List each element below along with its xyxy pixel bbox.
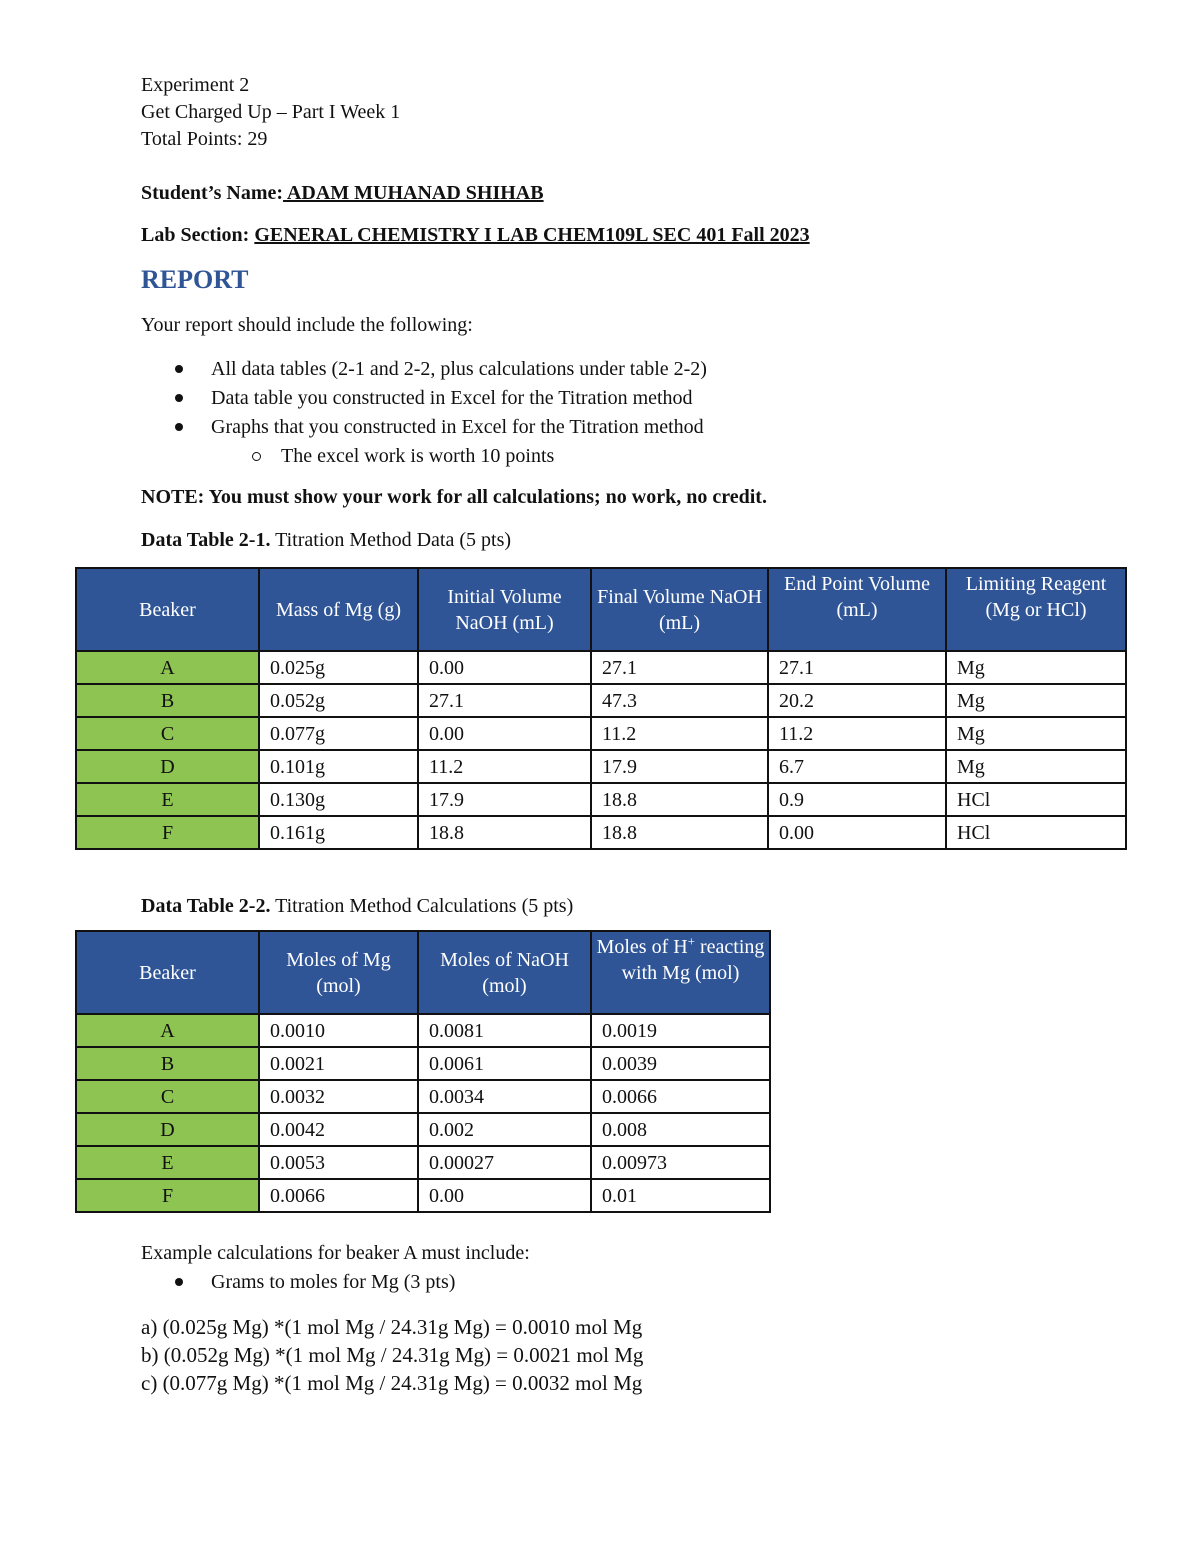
beaker-cell: C xyxy=(76,1080,259,1113)
table-cell: 0.0034 xyxy=(418,1080,591,1113)
table-cell: 0.0042 xyxy=(259,1113,418,1146)
table-cell: 0.161g xyxy=(259,816,418,849)
table-cell: 0.077g xyxy=(259,717,418,750)
sub-list-item xyxy=(141,442,1041,471)
list-item-text: Grams to moles for Mg (3 pts) xyxy=(211,1271,456,1293)
table-cell: 0.00 xyxy=(418,651,591,684)
col-header-initial-volume: Initial Volume NaOH (mL) xyxy=(418,568,591,651)
list-item xyxy=(141,384,1041,413)
beaker-cell: B xyxy=(76,1047,259,1080)
report-intro: Your report should include the following: xyxy=(141,314,473,336)
beaker-cell: C xyxy=(76,717,259,750)
table-cell: 0.0021 xyxy=(259,1047,418,1080)
table-cell: 0.0066 xyxy=(591,1080,770,1113)
beaker-cell: E xyxy=(76,1146,259,1179)
list-item-text: Data table you constructed in Excel for the Titration method xyxy=(211,387,693,409)
bullet-icon xyxy=(175,1278,183,1286)
table-cell: 47.3 xyxy=(591,684,768,717)
list-item-text: All data tables (2-1 and 2-2, plus calculations under table 2-2) xyxy=(211,358,707,380)
table-cell: Mg xyxy=(946,684,1126,717)
col-header-beaker: Beaker xyxy=(76,568,259,651)
table2-caption xyxy=(141,893,573,920)
table-row xyxy=(76,1179,770,1212)
table-cell: 0.0081 xyxy=(418,1014,591,1047)
table-row xyxy=(76,651,1126,684)
example-intro: Example calculations for beaker A must include: xyxy=(141,1242,530,1264)
table1-caption-text: Titration Method Data (5 pts) xyxy=(270,529,512,551)
table-cell: 20.2 xyxy=(768,684,946,717)
list-item xyxy=(141,355,1041,384)
lab-section-field xyxy=(141,222,810,249)
table-header-row xyxy=(76,568,1126,651)
table-cell: 0.00 xyxy=(418,717,591,750)
table-cell: 0.00973 xyxy=(591,1146,770,1179)
table-row xyxy=(76,1146,770,1179)
total-points: Total Points: 29 xyxy=(141,128,268,150)
beaker-cell: E xyxy=(76,783,259,816)
table-cell: 18.8 xyxy=(418,816,591,849)
table-cell: 0.0061 xyxy=(418,1047,591,1080)
experiment-title: Experiment 2 xyxy=(141,74,250,96)
titration-data-table xyxy=(75,567,1127,850)
col-header-final-volume: Final Volume NaOH (mL) xyxy=(591,568,768,651)
table-cell: 0.0010 xyxy=(259,1014,418,1047)
beaker-cell: F xyxy=(76,816,259,849)
table-cell: 11.2 xyxy=(418,750,591,783)
table2-caption-text: Titration Method Calculations (5 pts) xyxy=(270,895,574,917)
experiment-subtitle: Get Charged Up – Part I Week 1 xyxy=(141,101,401,123)
table-row xyxy=(76,1014,770,1047)
table-row xyxy=(76,783,1126,816)
bullet-icon xyxy=(175,394,183,402)
table-cell: 11.2 xyxy=(591,717,768,750)
table-header-row xyxy=(76,931,770,1014)
col-header-moles-h-plus xyxy=(591,931,770,1014)
beaker-cell: D xyxy=(76,1113,259,1146)
col-header-beaker: Beaker xyxy=(76,931,259,1014)
table-row xyxy=(76,1047,770,1080)
col-header-moles-naoh: Moles of NaOH (mol) xyxy=(418,931,591,1014)
titration-calculations-table xyxy=(75,930,771,1213)
table-cell: 0.008 xyxy=(591,1113,770,1146)
list-item-text: Graphs that you constructed in Excel for the Titration method xyxy=(211,416,704,438)
table1-caption xyxy=(141,527,511,554)
table-cell: 27.1 xyxy=(591,651,768,684)
student-name-field xyxy=(141,180,544,207)
table-cell: 0.0019 xyxy=(591,1014,770,1047)
bullet-icon xyxy=(175,365,183,373)
requirements-list xyxy=(141,355,1041,471)
list-item xyxy=(141,413,1041,442)
beaker-cell: B xyxy=(76,684,259,717)
col-header-mass-mg: Mass of Mg (g) xyxy=(259,568,418,651)
table-cell: Mg xyxy=(946,717,1126,750)
table-row xyxy=(76,717,1126,750)
lab-section-value: GENERAL CHEMISTRY I LAB CHEM109L SEC 401 Fall 2023 xyxy=(254,224,810,246)
header-superscript: + xyxy=(687,933,696,949)
beaker-cell: A xyxy=(76,1014,259,1047)
table-cell: 27.1 xyxy=(418,684,591,717)
table-row xyxy=(76,684,1126,717)
table-cell: HCl xyxy=(946,816,1126,849)
col-header-end-point-volume: End Point Volume (mL) xyxy=(768,568,946,651)
hollow-bullet-icon xyxy=(252,452,261,461)
work-note: NOTE: You must show your work for all calculations; no work, no credit. xyxy=(141,486,767,508)
table-row xyxy=(76,1113,770,1146)
table-cell: 27.1 xyxy=(768,651,946,684)
calc-line-b: b) (0.052g Mg) *(1 mol Mg / 24.31g Mg) = 0.0021 mol Mg xyxy=(141,1343,644,1367)
table-row xyxy=(76,750,1126,783)
table-cell: 0.00 xyxy=(768,816,946,849)
student-name-label: Student’s Name: xyxy=(141,182,284,204)
table-cell: 0.0032 xyxy=(259,1080,418,1113)
example-list xyxy=(141,1268,1041,1297)
student-name-value: ADAM MUHANAD SHIHAB xyxy=(283,182,544,204)
table-row xyxy=(76,816,1126,849)
table-cell: 0.00 xyxy=(418,1179,591,1212)
table-cell: Mg xyxy=(946,750,1126,783)
beaker-cell: A xyxy=(76,651,259,684)
table-cell: Mg xyxy=(946,651,1126,684)
report-heading: REPORT xyxy=(141,265,249,294)
col-header-moles-mg: Moles of Mg (mol) xyxy=(259,931,418,1014)
table-cell: 17.9 xyxy=(418,783,591,816)
table-cell: 0.101g xyxy=(259,750,418,783)
table-cell: 17.9 xyxy=(591,750,768,783)
table-cell: 6.7 xyxy=(768,750,946,783)
table-cell: 0.0053 xyxy=(259,1146,418,1179)
table-cell: 0.0066 xyxy=(259,1179,418,1212)
table-cell: 0.00027 xyxy=(418,1146,591,1179)
table-cell: 0.0039 xyxy=(591,1047,770,1080)
col-header-limiting-reagent: Limiting Reagent (Mg or HCl) xyxy=(946,568,1126,651)
table-cell: 0.052g xyxy=(259,684,418,717)
table-cell: HCl xyxy=(946,783,1126,816)
table-cell: 0.9 xyxy=(768,783,946,816)
table-row xyxy=(76,1080,770,1113)
calc-line-a: a) (0.025g Mg) *(1 mol Mg / 24.31g Mg) = 0.0010 mol Mg xyxy=(141,1315,643,1339)
list-item xyxy=(141,1268,1041,1297)
beaker-cell: D xyxy=(76,750,259,783)
table-cell: 0.130g xyxy=(259,783,418,816)
beaker-cell: F xyxy=(76,1179,259,1212)
calc-line-c: c) (0.077g Mg) *(1 mol Mg / 24.31g Mg) = 0.0032 mol Mg xyxy=(141,1371,643,1395)
header-text: Moles of H xyxy=(596,936,688,958)
table-cell: 11.2 xyxy=(768,717,946,750)
table2-caption-label: Data Table 2-2. xyxy=(141,895,271,917)
table-cell: 0.01 xyxy=(591,1179,770,1212)
lab-section-label: Lab Section: xyxy=(141,224,250,246)
table-cell: 0.025g xyxy=(259,651,418,684)
bullet-icon xyxy=(175,423,183,431)
table-cell: 18.8 xyxy=(591,783,768,816)
list-item-text: The excel work is worth 10 points xyxy=(281,445,555,467)
table1-caption-label: Data Table 2-1. xyxy=(141,529,271,551)
table-cell: 18.8 xyxy=(591,816,768,849)
table-cell: 0.002 xyxy=(418,1113,591,1146)
header-text: reacting with Mg (mol) xyxy=(621,936,765,984)
